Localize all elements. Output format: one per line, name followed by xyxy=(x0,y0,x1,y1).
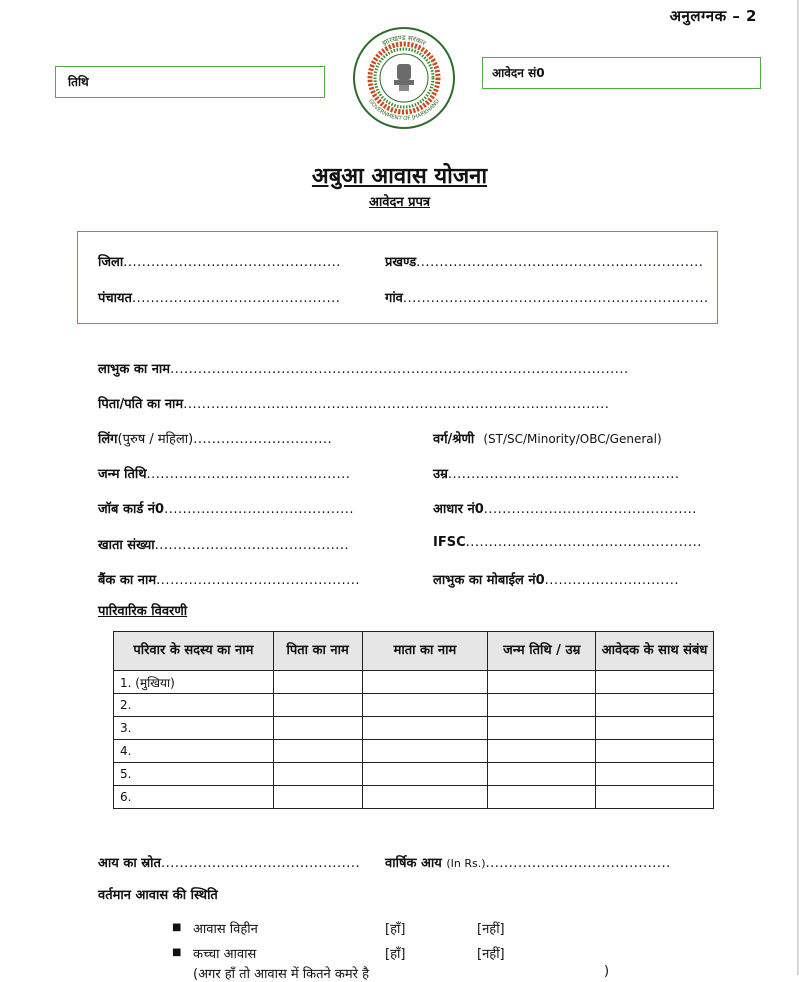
father-husband-name-field[interactable]: पिता/पति का नाम............................................................................................ xyxy=(98,397,610,412)
age-field[interactable]: उम्र.................................................. xyxy=(433,467,680,482)
annexure-label: अनुलग्नक – 2 xyxy=(669,7,757,25)
table-cell[interactable] xyxy=(488,740,596,763)
table-cell[interactable] xyxy=(488,694,596,717)
housing-option-kutcha: कच्चा आवास xyxy=(193,947,257,962)
housing-section-title: वर्तमान आवास की स्थिति xyxy=(98,888,218,903)
table-cell-index[interactable]: 6. xyxy=(114,786,274,809)
application-number-label: आवेदन सं0 xyxy=(492,66,545,80)
family-header-member: परिवार के सदस्य का नाम xyxy=(114,632,274,671)
table-cell-index[interactable]: 2. xyxy=(114,694,274,717)
table-cell-index[interactable]: 5. xyxy=(114,763,274,786)
family-section-title: पारिवारिक विवरणी xyxy=(98,604,188,619)
table-cell[interactable] xyxy=(362,671,488,694)
beneficiary-name-field[interactable]: लाभुक का नाम................................................................................................... xyxy=(98,362,629,377)
family-header-father: पिता का नाम xyxy=(273,632,362,671)
table-cell[interactable] xyxy=(596,694,714,717)
table-cell[interactable] xyxy=(273,671,362,694)
table-cell[interactable] xyxy=(596,786,714,809)
date-label: तिथि xyxy=(68,75,89,89)
application-number-box[interactable] xyxy=(482,57,761,89)
district-field[interactable]: जिला............................................... xyxy=(98,255,341,270)
housing-option-homeless: आवास विहीन xyxy=(193,922,258,937)
homeless-yes-option[interactable]: [हाँ] xyxy=(385,922,406,937)
table-cell[interactable] xyxy=(596,671,714,694)
table-cell[interactable] xyxy=(488,671,596,694)
table-cell[interactable] xyxy=(273,786,362,809)
rooms-note: (अगर हाँ तो आवास में कितने कमरे है xyxy=(193,967,370,982)
jharkhand-emblem-icon xyxy=(352,26,456,130)
scheme-title: अबुआ आवास योजना xyxy=(311,164,488,189)
kutcha-yes-option[interactable]: [हाँ] xyxy=(385,947,406,962)
table-row xyxy=(114,671,714,694)
panchayat-field[interactable]: पंचायत............................................. xyxy=(98,291,341,306)
table-row xyxy=(114,786,714,809)
table-cell[interactable] xyxy=(273,717,362,740)
annual-income-field[interactable]: वार्षिक आय (In Rs.)........................................ xyxy=(385,856,671,871)
bank-name-field[interactable]: बैंक का नाम............................................ xyxy=(98,573,360,588)
table-row xyxy=(114,763,714,786)
ifsc-field[interactable]: IFSC................................................... xyxy=(433,535,702,550)
village-field[interactable]: गांव.................................................................. xyxy=(385,291,709,306)
table-row xyxy=(114,717,714,740)
table-row xyxy=(114,740,714,763)
table-cell-index[interactable]: 1. (मुखिया) xyxy=(114,671,274,694)
rooms-note-close: ) xyxy=(604,964,610,979)
table-cell-index[interactable]: 3. xyxy=(114,717,274,740)
family-header-dob: जन्म तिथि / उम्र xyxy=(488,632,596,671)
table-cell[interactable] xyxy=(488,763,596,786)
category-field[interactable]: वर्ग/श्रेणी (ST/SC/Minority/OBC/General) xyxy=(433,432,662,447)
aadhaar-field[interactable]: आधार नं0.............................................. xyxy=(433,502,697,517)
table-cell[interactable] xyxy=(273,694,362,717)
seal-bottom-text: GOVERNMENT OF JHARKHAND xyxy=(367,98,441,123)
income-source-field[interactable]: आय का स्रोत........................................... xyxy=(98,856,361,871)
table-cell[interactable] xyxy=(273,763,362,786)
form-subtitle: आवेदन प्रपत्र xyxy=(368,195,431,210)
family-header-mother: माता का नाम xyxy=(362,632,488,671)
date-box[interactable] xyxy=(55,66,325,98)
gender-field[interactable]: लिंग(पुरुष / महिला).............................. xyxy=(98,432,333,447)
table-cell[interactable] xyxy=(362,786,488,809)
table-cell[interactable] xyxy=(273,740,362,763)
table-cell[interactable] xyxy=(362,717,488,740)
homeless-no-option[interactable]: [नहीं] xyxy=(477,922,505,937)
bullet-icon: ■ xyxy=(172,947,182,958)
gender-options: (पुरुष / महिला) xyxy=(117,432,194,447)
category-options: (ST/SC/Minority/OBC/General) xyxy=(483,432,662,446)
table-cell[interactable] xyxy=(488,786,596,809)
table-cell[interactable] xyxy=(362,740,488,763)
mobile-field[interactable]: लाभुक का मोबाईल नं0............................. xyxy=(433,573,679,588)
account-number-field[interactable]: खाता संख्या.......................................... xyxy=(98,538,350,553)
table-cell[interactable] xyxy=(362,694,488,717)
table-cell[interactable] xyxy=(596,717,714,740)
bullet-icon: ■ xyxy=(172,922,182,933)
table-cell[interactable] xyxy=(362,763,488,786)
kutcha-no-option[interactable]: [नहीं] xyxy=(477,947,505,962)
block-field[interactable]: प्रखण्ड.............................................................. xyxy=(385,255,704,270)
table-cell[interactable] xyxy=(488,717,596,740)
annual-income-unit: (In Rs.) xyxy=(446,857,486,870)
table-cell[interactable] xyxy=(596,740,714,763)
location-box xyxy=(77,231,718,324)
dob-field[interactable]: जन्म तिथि............................................ xyxy=(98,467,351,482)
table-row xyxy=(114,694,714,717)
family-table xyxy=(113,631,714,809)
table-cell[interactable] xyxy=(596,763,714,786)
table-cell-index[interactable]: 4. xyxy=(114,740,274,763)
seal-top-text: झारखण्ड सरकार xyxy=(380,33,428,48)
job-card-field[interactable]: जॉब कार्ड नं0......................................... xyxy=(98,502,354,517)
family-header-relation: आवेदक के साथ संबंध xyxy=(596,632,714,671)
